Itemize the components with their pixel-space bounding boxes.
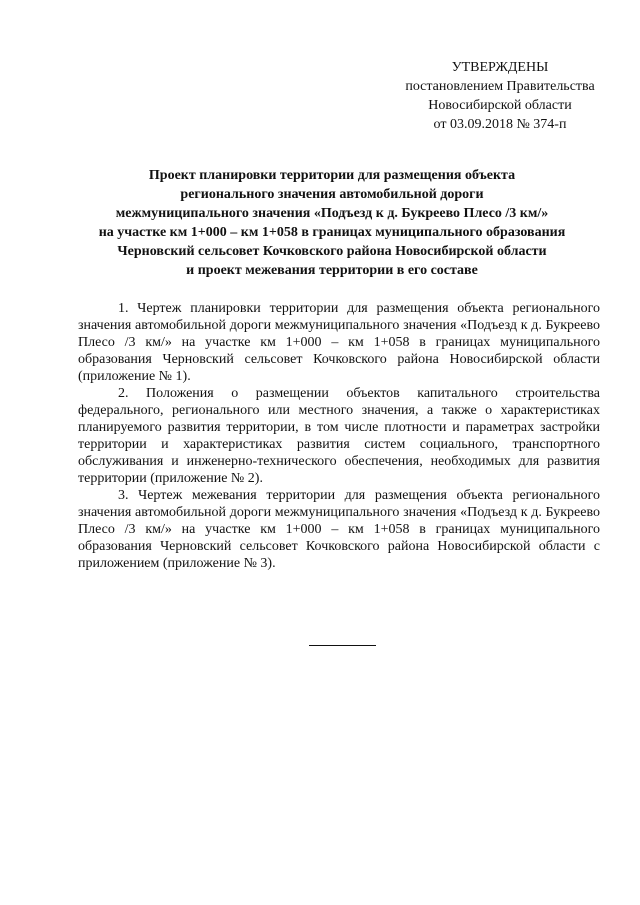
paragraph-item-2: 2. Положения о размещении объектов капитального строительства федерального, регионального или местного значения, а также о характеристиках планируемого развития территории, в том числе плотности и параметрах застройки территории и характеристиках развития систем социального, транспортного обслуживания и инженерно-технического обеспечения, необходимых для развития территории (приложение № 2).	[78, 386, 600, 486]
approval-stamp	[380, 58, 620, 134]
closing-divider	[309, 645, 376, 646]
title-line: на участке км 1+000 – км 1+058 в границах муниципального образования	[98, 225, 566, 240]
title-line: Проект планировки территории для размещения объекта	[148, 168, 516, 183]
title-line: межмуниципального значения «Подъезд к д. Букреево Плесо /3 км/»	[115, 206, 549, 221]
document-title	[62, 166, 602, 280]
document-body	[78, 300, 600, 572]
approval-date-number: от 03.09.2018 № 374-п	[433, 117, 567, 132]
title-line: регионального значения автомобильной дороги	[180, 187, 484, 202]
approval-resolution: постановлением Правительства	[405, 79, 595, 94]
title-line: Черновский сельсовет Кочковского района Новосибирской области	[117, 244, 547, 259]
paragraph-item-1: 1. Чертеж планировки территории для размещения объекта регионального значения автомобильной дороги межмуниципального значения «Подъезд к д. Букреево Плесо /3 км/» на участке км 1+000 – км 1+058 в границах муниципального образования Черновский сельсовет Кочковского района Новосибирской области (приложение № 1).	[78, 301, 600, 384]
paragraph-item-3: 3. Чертеж межевания территории для размещения объекта регионального значения автомобильной дороги межмуниципального значения «Подъезд к д. Букреево Плесо /3 км/» на участке км 1+000 – км 1+058 в границах муниципального образования Черновский сельсовет Кочковского района Новосибирской области с приложением (приложение № 3).	[78, 488, 600, 571]
title-line: и проект межевания территории в его составе	[186, 263, 478, 278]
approval-heading: УТВЕРЖДЕНЫ	[451, 60, 549, 75]
approval-region: Новосибирской области	[428, 98, 572, 113]
